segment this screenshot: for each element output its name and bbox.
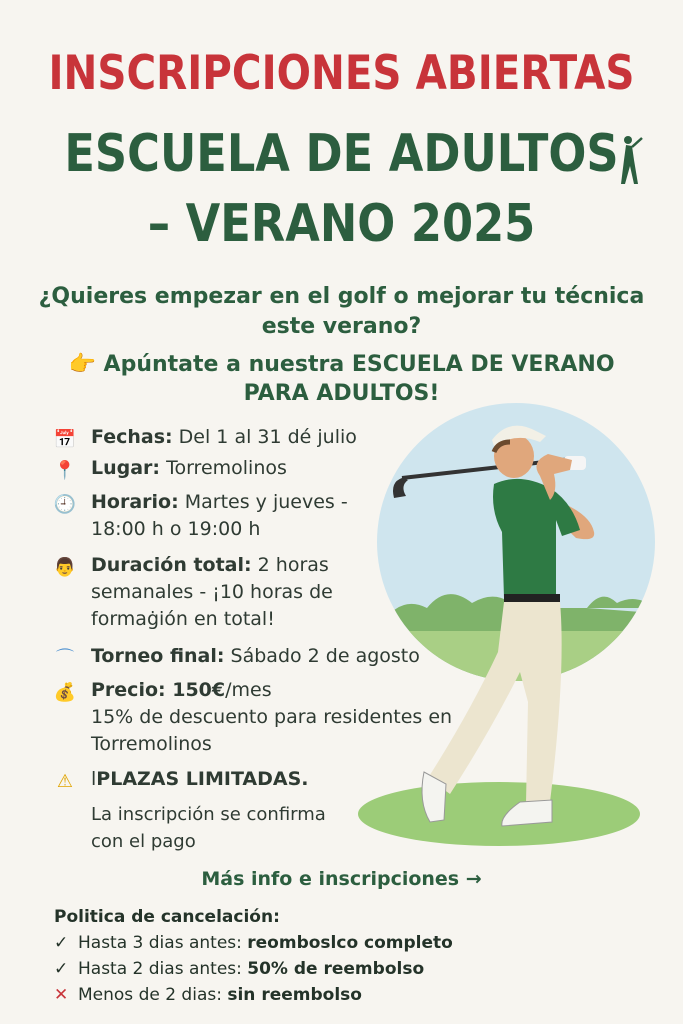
clock-icon: 🕘 <box>53 494 77 515</box>
intro-question: ¿Quieres empezar en el golf o mejorar tu técnica este verano? <box>38 284 645 339</box>
duration-label: Duración total: <box>91 554 252 576</box>
schedule-label: Horario: <box>91 491 179 513</box>
headline-adult-school: ESCUELA DE ADULTOS <box>64 124 619 184</box>
limited-label: PLAZAS LIMITADAS. <box>96 768 309 790</box>
detail-dates <box>52 424 357 451</box>
policy-row <box>54 982 453 1008</box>
warning-icon: ⚠ <box>56 771 74 792</box>
policy-row-text: Hasta 3 dias antes: <box>78 933 248 953</box>
check-icon: ✓ <box>54 959 69 979</box>
policy-row <box>54 930 453 956</box>
detail-location <box>52 455 287 482</box>
detail-schedule <box>52 489 392 543</box>
policy-row-value: sin reembolso <box>227 985 362 1005</box>
policy-row-text: Hasta 2 dias antes: <box>78 959 248 979</box>
policy-row-value: reomboslco completo <box>247 933 453 953</box>
golfer-person-icon: 👨 <box>53 557 77 578</box>
detail-limited-places <box>52 766 372 855</box>
headline-open-registration: INSCRIPCIONES ABIERTAS <box>48 46 635 101</box>
policy-title: Politica de cancelación: <box>54 907 280 927</box>
more-info-link[interactable]: Más info e inscripciones → <box>201 868 482 890</box>
golfer-silhouette-icon <box>612 134 644 186</box>
check-icon: ✓ <box>54 933 69 953</box>
location-value: Torremolinos <box>166 457 287 479</box>
price-label: Precio: 150€ <box>91 679 226 701</box>
detail-price <box>52 677 472 758</box>
cross-icon: ✕ <box>54 985 69 1005</box>
golf-club-icon: ⌒ <box>56 648 74 669</box>
intro-cta <box>50 350 633 408</box>
limited-prefix: l <box>91 768 97 790</box>
duration-value: 2 horas semanales - ¡10 horas de formaġión en total! <box>91 554 333 630</box>
tournament-value: Sábado 2 de agosto <box>230 645 420 667</box>
dates-label: Fechas: <box>91 426 173 448</box>
headline-summer-2025: – VERANO 2025 <box>147 194 536 254</box>
money-bag-icon: 💰 <box>53 682 77 703</box>
dates-value: Del 1 al 31 dé julio <box>178 426 357 448</box>
pointing-hand-icon: 👉 <box>68 352 96 377</box>
price-unit: /mes <box>225 679 272 701</box>
detail-tournament <box>52 643 420 670</box>
intro-cta-text: Apúntate a nuestra ESCUELA DE VERANO PARA ADULTOS! <box>103 352 615 406</box>
policy-row-text: Menos de 2 dias: <box>78 985 228 1005</box>
policy-row <box>54 956 453 982</box>
policy-row-value: 50% de reembolso <box>247 959 425 979</box>
limited-note: La inscripción se confirma con el pago <box>91 804 326 852</box>
cancellation-policy <box>54 904 453 1008</box>
calendar-icon: 📅 <box>53 429 77 450</box>
price-discount: 15% de descuento para residentes en Torremolinos <box>91 706 453 755</box>
schedule-value: Martes y jueves - 18:00 h o 19:00 h <box>91 491 348 540</box>
tournament-label: Torneo final: <box>91 645 225 667</box>
location-pin-icon: 📍 <box>53 460 77 481</box>
detail-duration <box>52 552 472 633</box>
location-label: Lugar: <box>91 457 161 479</box>
